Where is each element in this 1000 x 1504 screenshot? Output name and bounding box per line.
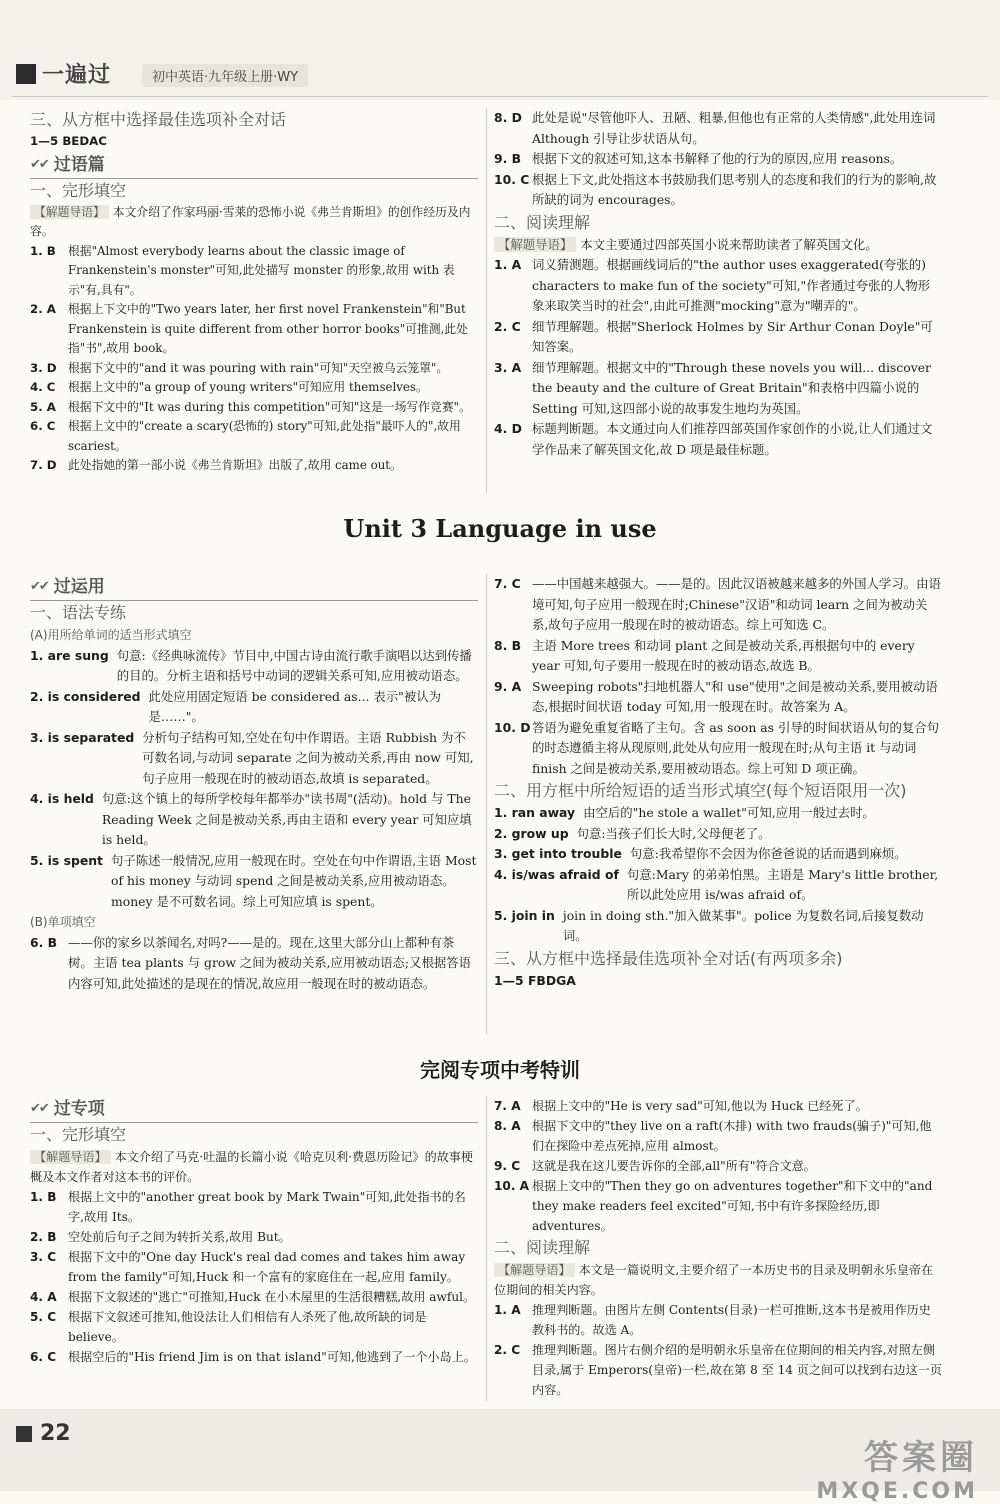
answer-number: 8. D (494, 110, 522, 125)
answer-number: 7. D (30, 458, 57, 472)
answer-number: 4. C (30, 380, 56, 394)
column-divider (486, 1096, 487, 1401)
answer-explanation: 根据上下文中的"Two years later, her first novel Frankenstein"和"But Frankenstein is quite different from other horror books"可推测,此处指"书",故用 book。 (68, 302, 468, 355)
answer-item (30, 851, 478, 913)
answer-list (494, 255, 942, 460)
guide-paragraph (494, 235, 942, 256)
answer-list (30, 242, 478, 476)
answer-explanation: 句子陈述一般情况,应用一般现在时。空处在句中作谓语,主语 Most of his money 与动词 spend 之间是被动关系,应用被动语态。money 是不可数名词。综上可知应填 is spent。 (110, 852, 477, 909)
answer-item (494, 844, 942, 865)
answer-item (30, 1347, 478, 1367)
answer-number: 3. is separated (30, 729, 135, 745)
answer-explanation: 根据上文中的"a group of young writers"可知应用 themselves。 (68, 380, 428, 394)
mid-left-column (30, 574, 478, 994)
answer-number: 4. is/was afraid of (494, 866, 619, 882)
section-banner (30, 574, 478, 601)
answer-number: 2. grow up (494, 825, 569, 841)
subsection-title: (B)单项填空 (30, 915, 96, 929)
answer-explanation: 分析句子结构可知,空处在句中作谓语。主语 Rubbish 为不可数名词,与动词 separate 之间为被动关系,再由 now 可知,句子应用一般现在时的被动语态,故填 is separated。 (142, 729, 474, 786)
answer-number: 3. C (30, 1250, 57, 1264)
guide-paragraph (494, 1260, 942, 1300)
top-right-column (494, 108, 942, 460)
answer-item (494, 317, 942, 358)
answer-number: 10. C (494, 171, 530, 187)
answer-item (494, 170, 942, 211)
answer-number: 6. C (30, 419, 56, 433)
answer-explanation: 句意:这个镇上的每所学校每年都举办"读书周"(活动)。hold 与 The Reading Week 之间是被动关系,再由主语和 every year 可知应填 is held。 (101, 791, 472, 847)
guide-tag: 【解题导语】 (494, 1263, 575, 1277)
answer-number: 2. B (30, 1230, 57, 1244)
answer-explanation: 此处应用固定短语 be considered as... 表示"被认为是……"。 (148, 688, 442, 724)
answer-item (494, 824, 942, 845)
answer-explanation: 句意:我希望你不会因为你爸爸说的话而遇到麻烦。 (629, 846, 907, 861)
section-title: 三、从方框中选择最佳选项补全对话 (30, 110, 287, 129)
answer-number: 7. A (494, 1099, 521, 1113)
answer-explanation: 根据上文中的"create a scary(恐怖的) story"可知,此处指"最吓人的",故用 scariest。 (68, 419, 461, 453)
answer-number: 8. A (494, 1119, 521, 1133)
guide-paragraph (30, 1147, 478, 1187)
answer-item (494, 906, 942, 947)
answer-explanation: 根据上文中的"He is very sad"可知,他以为 Huck 已经死了。 (532, 1099, 868, 1113)
answer-explanation: 答语为避免重复省略了主句。含 as soon as 引导的时间状语从句的复合句的时态遵循主将从现原则,此处从句应用一般现在时;从句主语 it 与动词 finish 之间是被动关系,要用被动语态。综上可知 D 项正确。 (532, 719, 940, 776)
answer-number: 4. A (30, 1290, 57, 1304)
answer-item (30, 646, 478, 687)
answer-explanation: 句意:当孩子们长大时,父母便老了。 (576, 825, 771, 841)
answer-item (30, 1287, 478, 1307)
page-header (0, 0, 1000, 100)
guide-tag: 【解题导语】 (30, 205, 109, 219)
answer-list (494, 1300, 942, 1400)
answer-item (30, 456, 478, 476)
answer-list (494, 803, 942, 947)
answer-number: 8. B (494, 637, 522, 653)
check-icon: ✔✔ (30, 579, 48, 594)
column-divider (486, 108, 487, 493)
answer-explanation: 根据下文叙述的"逃亡"可推知,Huck 在小木屋里的生活很糟糕,故用 awful。 (68, 1290, 476, 1304)
logo-text: 一遍过 (42, 63, 112, 88)
answer-explanation: 词义猜测题。根据画线词后的"the author uses exaggerated(夸张的) characters to make fun of the society"可知,"作者通过夸张的人物形象来取笑当时的社会",由此可推测"mocking"意为"嘲弄的"。 (532, 257, 931, 313)
answer-number: 1. ran away (494, 805, 576, 820)
answer-item (494, 108, 942, 149)
column-divider (486, 574, 487, 1034)
guide-tag: 【解题导语】 (30, 1150, 111, 1164)
answer-item (494, 1096, 942, 1116)
answer-list (494, 1096, 942, 1236)
answer-explanation: 标题判断题。本文通过向人们推荐四部英国作家创作的小说,让人们通过文学作品来了解英国文化,故 D 项是最佳标题。 (532, 421, 933, 457)
answer-number: 5. join in (494, 907, 555, 923)
answer-number: 6. C (30, 1350, 57, 1364)
answer-number: 1. A (494, 257, 522, 272)
answer-item (494, 1300, 942, 1340)
answer-explanation: 根据下文的叙述可知,这本书解释了他的行为的原因,应用 reasons。 (532, 151, 903, 166)
answer-explanation: ——中国越来越强大。——是的。因此汉语被越来越多的外国人学习。由语境可知,句子应用一般现在时;Chinese"汉语"和动词 learn 之间为被动关系,故句子应用一般现在时的被动语态。综上可知选 C。 (532, 576, 941, 632)
answer-number: 4. is held (30, 791, 94, 806)
answer-explanation: 句意:Mary 的弟弟怕黑。主语是 Mary's little brother,所以此处应用 is/was afraid of。 (626, 866, 939, 902)
answer-item (494, 1176, 942, 1236)
answer-explanation: 细节理解题。根据"Sherlock Holmes by Sir Arthur Conan Doyle"可知答案。 (532, 318, 933, 354)
answer-explanation: 这就是我在这儿要告诉你的全部,all"所有"符合文意。 (532, 1159, 816, 1173)
banner-label: 过语篇 (53, 154, 105, 175)
answer-explanation: 由空后的"he stole a wallet"可知,应用一般过去时。 (583, 805, 875, 820)
answer-item (494, 1340, 942, 1400)
answer-number: 2. C (494, 318, 521, 334)
answer-item (494, 255, 942, 317)
answer-explanation: 根据"Almost everybody learns about the classic image of Frankenstein's monster"可知,此处描写 monster 的形象,故用 with 表示"有,具有"。 (68, 243, 455, 297)
guide-tag: 【解题导语】 (494, 237, 576, 252)
answer-explanation: 句意:《经典咏流传》节目中,中国古诗由流行歌手演唱以达到传播的目的。分析主语和括号中动词的逻辑关系可知,应用被动语态。 (116, 647, 472, 683)
bottom-right-column (494, 1096, 942, 1400)
answer-explanation: 根据下文叙述可推知,他设法让人们相信有人杀死了他,故所缺的词是 believe。 (68, 1310, 427, 1344)
answer-number: 2. A (30, 302, 56, 316)
answer-item (30, 1187, 478, 1227)
answer-item (30, 417, 478, 456)
answer-number: 5. A (30, 399, 56, 414)
answer-item (494, 803, 942, 824)
answer-number: 2. is considered (30, 688, 141, 704)
section-title: 一、完形填空 (30, 180, 127, 200)
section-title: 一、语法专练 (30, 603, 127, 622)
answer-item (30, 300, 478, 359)
answer-item (494, 865, 942, 906)
answer-item (30, 1227, 478, 1247)
answer-explanation: 此处指她的第一部小说《弗兰肯斯坦》出版了,故用 came out。 (68, 458, 402, 472)
answer-explanation: 推理判断题。由图片左侧 Contents(目录)一栏可推断,这本书是被用作历史教科书的。故选 A。 (532, 1303, 931, 1337)
answer-explanation: 主语 More trees 和动词 plant 之间是被动关系,再根据句中的 every year 可知,句子要用一般现在时的被动语态,故选 B。 (532, 637, 915, 673)
guide-text: 本文是一篇说明文,主要介绍了一本历史书的目录及明朝永乐皇帝在位期间的相关内容。 (494, 1263, 934, 1297)
banner-label: 过运用 (53, 577, 105, 597)
answer-item (30, 398, 478, 418)
answer-number: 1. B (30, 243, 56, 258)
check-icon: ✔✔ (30, 1101, 48, 1116)
answer-number: 7. C (494, 576, 521, 591)
header-rule (12, 96, 988, 97)
answer-item (494, 1116, 942, 1156)
answer-item (494, 677, 942, 718)
answer-item (30, 1247, 478, 1287)
guide-text: 本文介绍了马克·吐温的长篇小说《哈克贝利·费恩历险记》的故事梗概及本文作者对这本书的评价。 (30, 1150, 473, 1184)
answer-item (30, 687, 478, 728)
answer-item (494, 636, 942, 677)
banner-label: 过专项 (53, 1099, 105, 1119)
section-title: 一、完形填空 (30, 1125, 127, 1144)
answer-explanation: 根据上下文,此处指这本书鼓励我们思考别人的态度和我们的行为的影响,故所缺的词为 encourages。 (532, 171, 937, 207)
top-left-column (30, 108, 478, 476)
answer-item (494, 718, 942, 780)
answer-number: 9. A (494, 678, 522, 694)
square-icon (16, 64, 36, 84)
section-banner (30, 152, 478, 179)
answer-number: 6. B (30, 934, 58, 950)
answer-explanation: 此处是说"尽管他吓人、丑陋、粗暴,但他也有正常的人类情感",此处用连词 Although 引导让步状语从句。 (532, 110, 936, 146)
answer-explanation: 根据上文中的"another great book by Mark Twain"可知,此处指书的名字,故用 Its。 (68, 1190, 466, 1224)
guide-text: 本文介绍了作家玛丽·雪莱的恐怖小说《弗兰肯斯坦》的创作经历及内容。 (30, 204, 471, 238)
answer-explanation: 推理判断题。图片右侧介绍的是明朝永乐皇帝在位期间的相关内容,对照左侧目录,属于 Emperors(皇帝)一栏,故在第 8 至 14 页之间可以找到右边这一页内容。 (532, 1343, 942, 1397)
page-number (16, 1421, 71, 1446)
answer-explanation: ——你的家乡以茶闻名,对吗?——是的。现在,这里大部分山上都种有茶树。主语 tea plants 与 grow 之间为被动关系,应用被动语态;又根据答语内容可知,此处描述的是现在的情况,故应用一般现在时的被动语态。 (68, 934, 472, 991)
answer-explanation: Sweeping robots"扫地机器人"和 use"使用"之间是被动关系,要用被动语态,根据时间状语 today 可知,用一般现在时。故答案为 A。 (532, 678, 938, 714)
section-title: 二、阅读理解 (494, 1238, 591, 1257)
answer-list (30, 933, 478, 995)
watermark-title: 答案圈 (864, 1438, 978, 1478)
mid-right-column (494, 574, 942, 991)
bottom-left-column (30, 1096, 478, 1367)
answer-item (494, 1156, 942, 1176)
answer-explanation: 根据下文中的"and it was pouring with rain"可知"天空被乌云笼罩"。 (68, 360, 449, 375)
answer-item (30, 359, 478, 379)
answer-number: 3. A (494, 359, 522, 375)
answer-number: 3. D (30, 360, 57, 375)
answer-item (494, 358, 942, 420)
guide-paragraph (30, 203, 478, 242)
answer-explanation: 细节理解题。根据文中的"Through these novels you will... discover the beauty and the culture of Great Britain"和表格中四篇小说的 Setting 可知,这四部小说的故事发生地均为英国。 (532, 359, 931, 416)
answer-explanation: 根据空后的"His friend Jim is on that island"可知,他逃到了一个小岛上。 (68, 1350, 476, 1364)
answer-item (30, 242, 478, 301)
check-icon: ✔✔ (30, 156, 48, 172)
answer-number: 1. B (30, 1190, 57, 1204)
answer-explanation: 根据下文中的"It was during this competition"可知"这是一场写作竞赛"。 (68, 399, 471, 414)
subsection-title: (A)用所给单词的适当形式填空 (30, 628, 192, 642)
answer-explanation: 根据上文中的"Then they go on adventures together"和下文中的"and they make readers feel excited"可知,书中有许多探险经历,即 adventures。 (532, 1179, 933, 1233)
answer-number: 1. are sung (30, 647, 109, 663)
answer-item (30, 1307, 478, 1347)
answer-number: 9. C (494, 1159, 521, 1173)
watermark (816, 1430, 978, 1504)
answer-number: 2. C (494, 1343, 521, 1357)
answer-list (494, 108, 942, 211)
section-title: 二、阅读理解 (494, 212, 591, 232)
answer-item (30, 378, 478, 398)
page-number-text: 22 (40, 1421, 71, 1446)
answer-explanation: join in doing sth."加入做某事"。police 为复数名词,后接复数动词。 (562, 907, 924, 943)
answer-item (494, 574, 942, 636)
answer-number: 1. A (494, 1303, 521, 1317)
section-title: 二、用方框中所给短语的适当形式填空(每个短语限用一次) (494, 781, 907, 800)
special-title: 完阅专项中考特训 (420, 1058, 580, 1082)
answer-number: 5. is spent (30, 852, 103, 868)
book-crumb: 初中英语·九年级上册·WY (142, 64, 308, 87)
answer-line: 1—5 BEDAC (30, 134, 107, 148)
answer-list (494, 574, 942, 779)
answer-explanation: 根据下文中的"One day Huck's real dad comes and takes him away from the family"可知,Huck 和一个富有的家庭住在一起,应用 family。 (68, 1250, 466, 1284)
answer-number: 9. B (494, 151, 522, 166)
brand-logo (16, 58, 111, 89)
answer-number: 10. D (494, 719, 531, 735)
answer-line: 1—5 FBDGA (494, 972, 576, 988)
square-icon (16, 1426, 32, 1442)
answer-item (30, 933, 478, 995)
answer-explanation: 根据下文中的"they live on a raft(木排) with two frauds(骗子)"可知,他们在探险中差点死掉,应用 almost。 (532, 1119, 932, 1153)
answer-list (30, 1187, 478, 1367)
answer-item (494, 419, 942, 460)
section-banner (30, 1096, 478, 1123)
answer-number: 3. get into trouble (494, 846, 622, 861)
guide-text: 本文主要通过四部英国小说来帮助读者了解英国文化。 (580, 236, 878, 252)
answer-item (30, 728, 478, 790)
answer-list (30, 646, 478, 913)
answer-explanation: 空处前后句子之间为转折关系,故用 But。 (68, 1230, 291, 1244)
unit-title: Unit 3 Language in use (343, 514, 657, 543)
answer-item (494, 149, 942, 170)
answer-number: 4. D (494, 421, 522, 436)
watermark-url: MXQE.COM (816, 1479, 978, 1504)
answer-number: 5. C (30, 1310, 57, 1324)
answer-item (30, 789, 478, 851)
section-title: 三、从方框中选择最佳选项补全对话(有两项多余) (494, 948, 843, 968)
answer-number: 10. A (494, 1179, 529, 1193)
